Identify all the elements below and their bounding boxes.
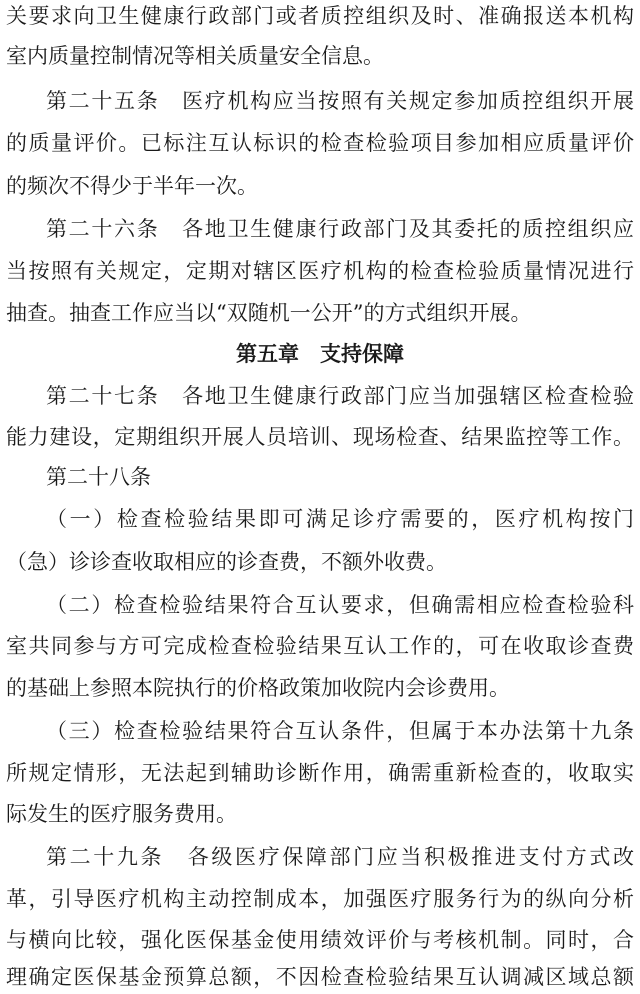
article-26-line: 第二十六条 各地卫生健康行政部门及其委托的质控组织应 — [46, 217, 634, 241]
text-line: 室内质量控制情况等相关质量安全信息。 — [6, 44, 384, 68]
item-2-line: （二）检查检验结果符合互认要求，但确需相应检查检验科 — [46, 593, 634, 617]
text-line: 的质量评价。已标注互认标识的检查检验项目参加相应质量评价 — [6, 131, 634, 155]
text-line: 与横向比较，强化医保基金使用绩效评价与考核机制。同时，合 — [6, 928, 634, 952]
article-27-line: 第二十七条 各地卫生健康行政部门应当加强辖区检查检验 — [46, 384, 634, 408]
text-line: 所规定情形，无法起到辅助诊断作用，确需重新检查的，收取实 — [6, 761, 634, 785]
article-25-line: 第二十五条 医疗机构应当按照有关规定参加质控组织开展 — [46, 89, 634, 113]
text-line: 革，引导医疗机构主动控制成本，加强医疗服务行为的纵向分析 — [6, 887, 634, 911]
text-line: 关要求向卫生健康行政部门或者质控组织及时、准确报送本机构 — [6, 4, 634, 28]
text-line: 能力建设，定期组织开展人员培训、现场检查、结果监控等工作。 — [6, 425, 634, 449]
text-line: 当按照有关规定，定期对辖区医疗机构的检查检验质量情况进行 — [6, 259, 634, 283]
text-line: 室共同参与方可完成检查检验结果互认工作的，可在收取诊查费 — [6, 634, 634, 658]
chapter-heading: 第五章 支持保障 — [236, 342, 404, 366]
text-line: 际发生的医疗服务费用。 — [6, 802, 237, 826]
text-line: 抽查。抽查工作应当以“双随机一公开”的方式组织开展。 — [6, 301, 532, 325]
article-28-line: 第二十八条 — [46, 465, 151, 489]
text-line: 理确定医保基金预算总额，不因检查检验结果互认调减区域总额 — [6, 965, 634, 989]
article-29-line: 第二十九条 各级医疗保障部门应当积极推进支付方式改 — [46, 845, 634, 869]
item-1-line: （一）检查检验结果即可满足诊疗需要的，医疗机构按门 — [46, 507, 634, 531]
item-3-line: （三）检查检验结果符合互认条件，但属于本办法第十九条 — [46, 719, 634, 743]
text-line: 的频次不得少于半年一次。 — [6, 174, 258, 198]
text-line: 的基础上参照本院执行的价格政策加收院内会诊费用。 — [6, 676, 510, 700]
text-line: （急）诊诊查收取相应的诊查费，不额外收费。 — [6, 550, 447, 574]
